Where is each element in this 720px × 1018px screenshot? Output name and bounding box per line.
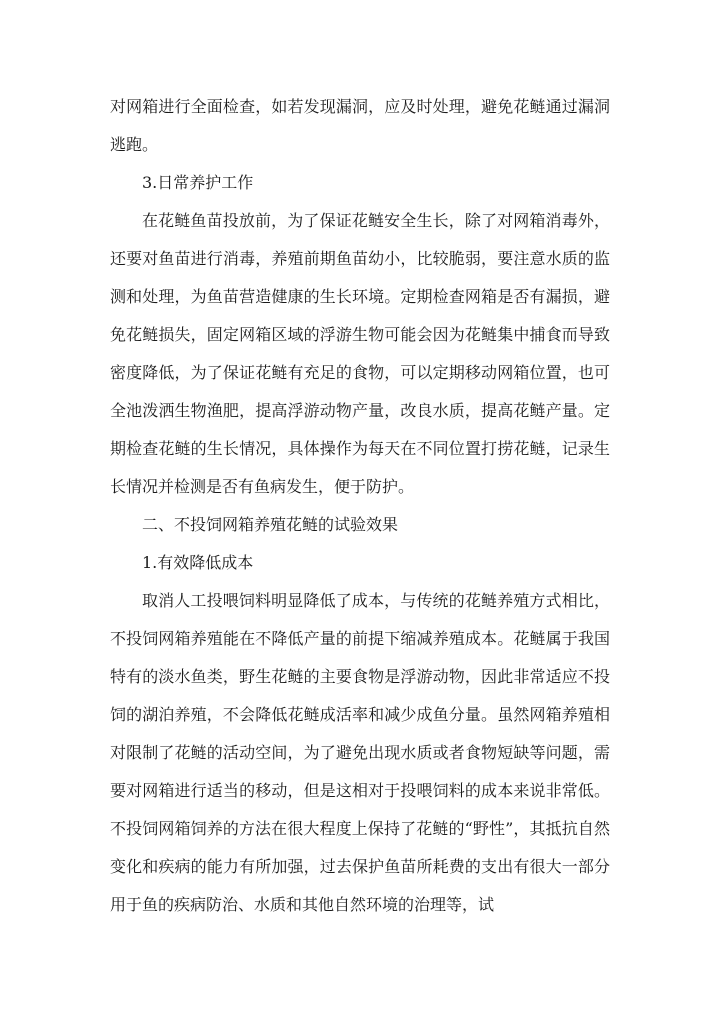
paragraph-daily-maintenance: 在花鲢鱼苗投放前，为了保证花鲢安全生长，除了对网箱消毒外，还要对鱼苗进行消毒，养殖前期鱼苗幼小，比较脆弱，要注意水质的监测和处理，为鱼苗营造健康的生长环境。定期检查网箱是否有漏损，避免花鲢损失，固定网箱区域的浮游生物可能会因为花鲢集中捕食而导致密度降低，为了保证花鲢有充足的食物，可以定期移动网箱位置，也可全池泼洒生物渔肥，提高浮游动物产量，改良水质，提高花鲢产量。定期检查花鲢的生长情况，具体操作为每天在不同位置打捞花鲢，记录生长情况并检测是否有鱼病发生，便于防护。 (110, 211, 610, 496)
paragraph-net-inspection-continued: 对网箱进行全面检查，如若发现漏洞，应及时处理，避免花鲢通过漏洞逃跑。 (110, 97, 610, 154)
section-heading-daily-maintenance: 3.日常养护工作 (142, 173, 254, 192)
document-body (110, 88, 610, 924)
paragraph-reduce-cost: 取消人工投喂饲料明显降低了成本，与传统的花鲢养殖方式相比，不投饲网箱养殖能在不降低产量的前提下缩减养殖成本。花鲢属于我国特有的淡水鱼类，野生花鲢的主要食物是浮游动物，因此非常适应不投饲的湖泊养殖，不会降低花鲢成活率和减少成鱼分量。虽然网箱养殖相对限制了花鲢的活动空间，为了避免出现水质或者食物短缺等问题，需要对网箱进行适当的移动，但是这相对于投喂饲料的成本来说非常低。不投饲网箱饲养的方法在很大程度上保持了花鲢的“野性”，其抵抗自然变化和疾病的能力有所加强，过去保护鱼苗所耗费的支出有很大一部分用于鱼的疾病防治、水质和其他自然环境的治理等，试 (110, 591, 610, 914)
section-heading-reduce-cost: 1.有效降低成本 (142, 553, 254, 572)
section-heading-trial-results: 二、不投饲网箱养殖花鲢的试验效果 (142, 515, 399, 534)
